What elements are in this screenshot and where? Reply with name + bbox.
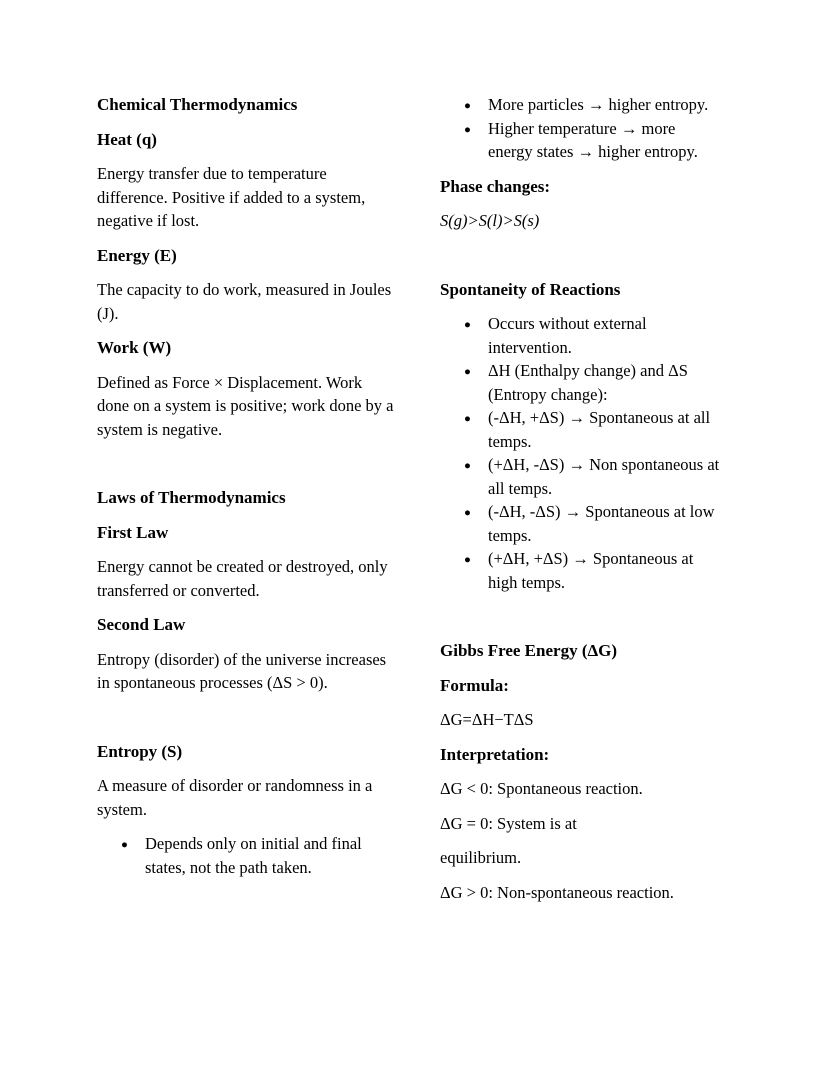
text-entropy-disorder-of-the-universe-increases: Entropy (disorder) of the universe increases in spontaneous processes (ΔS > 0). — [97, 649, 387, 692]
bullet-item-more-particles-higher-entropy: ● More particles → higher entropy. — [488, 93, 722, 117]
heading-phase-changes: Phase changes: — [440, 176, 551, 196]
heading-work-w: Work (W) — [97, 338, 172, 357]
heading-chemical-thermodynamics: Chemical Thermodynamics — [97, 95, 298, 114]
text-the-capacity-to-do-work-measured-in-joules: The capacity to do work, measured in Joules (J). — [97, 280, 392, 323]
text-g-0-non-spontaneous-reaction: ΔG > 0: Non-spontaneous reaction. — [440, 882, 674, 902]
text-g-0-spontaneous-reaction: ΔG < 0: Spontaneous reaction. — [440, 779, 643, 798]
heading-laws-of-thermodynamics: Laws of Thermodynamics — [97, 488, 286, 507]
text-defined-as-force-displacement-work-done-on: Defined as Force × Displacement. Work done on a system is positive; work done by a system is negative. — [97, 372, 394, 439]
heading-formula: Formula: — [440, 675, 509, 695]
text-g-h-t-s: ΔG=ΔH−TΔS — [440, 710, 534, 729]
spacer — [97, 452, 397, 486]
bullet-item-occurs-without-external-intervention: ● Occurs without external intervention. — [488, 312, 722, 359]
bullet-item-h-s-spontaneous-at-high-temps: ● (+ΔH, +ΔS) → Spontaneous at high temps. — [488, 547, 722, 594]
bullet-list — [440, 93, 722, 164]
spacer — [440, 244, 722, 278]
bullet-item-depends-only-on-initial-and-final-states-n: ● Depends only on initial and final states, not the path taken. — [145, 832, 397, 879]
bullet-list — [440, 312, 722, 594]
bullet-list — [97, 832, 397, 879]
text-g-0-system-is-at: ΔG = 0: System is at — [440, 813, 577, 833]
heading-gibbs-free-energy-g: Gibbs Free Energy (ΔG) — [440, 641, 618, 660]
heading-energy-e: Energy (E) — [97, 245, 177, 265]
heading-first-law: First Law — [97, 522, 169, 542]
text-a-measure-of-disorder-or-randomness-in-a-s: A measure of disorder or randomness in a system. — [97, 776, 373, 819]
heading-entropy-s: Entropy (S) — [97, 741, 183, 761]
bullet-item-h-s-spontaneous-at-low-temps: ● (-ΔH, -ΔS) → Spontaneous at low temps. — [488, 500, 722, 547]
bullet-item-h-enthalpy-change-and-s-entropy-change: ● ΔH (Enthalpy change) and ΔS (Entropy change): — [488, 359, 722, 406]
text-energy-transfer-due-to-temperature-differe: Energy transfer due to temperature difference. Positive if added to a system, negative if lost. — [97, 164, 366, 230]
heading-second-law: Second Law — [97, 615, 186, 634]
heading-interpretation: Interpretation: — [440, 744, 550, 764]
column-right — [440, 93, 722, 915]
spacer — [97, 706, 397, 740]
heading-spontaneity-of-reactions: Spontaneity of Reactions — [440, 279, 621, 299]
bullet-item-h-s-non-spontaneous-at-all-temps: ● (+ΔH, -ΔS) → Non spontaneous at all temps. — [488, 453, 722, 500]
document-content — [97, 93, 722, 915]
bullet-item-h-s-spontaneous-at-all-temps: ● (-ΔH, +ΔS) → Spontaneous at all temps. — [488, 406, 722, 453]
text-equilibrium: equilibrium. — [440, 848, 522, 867]
column-left — [97, 93, 397, 915]
bullet-item-higher-temperature-more-energy-states-high: ● Higher temperature → more energy states → higher entropy. — [488, 117, 722, 164]
text-energy-cannot-be-created-or-destroyed-only: Energy cannot be created or destroyed, only transferred or converted. — [97, 557, 388, 600]
heading-heat-q: Heat (q) — [97, 129, 157, 149]
text-s-g-s-l-s-s: S(g)>S(l)>S(s) — [440, 211, 540, 230]
spacer — [440, 605, 722, 639]
